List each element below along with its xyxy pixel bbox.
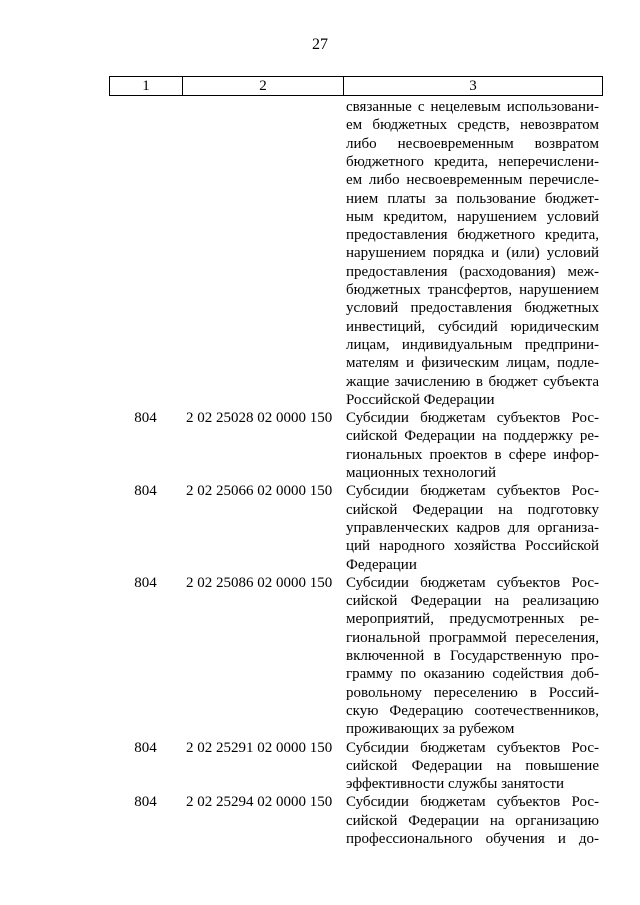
table-header <box>109 76 603 96</box>
admin-code: 804 <box>134 483 157 500</box>
header-cell-3: 3 <box>469 78 477 94</box>
description-line: Федерации <box>346 556 417 573</box>
description-line: ем либо несвоевременным перечисле- <box>346 172 599 189</box>
admin-code: 804 <box>134 574 157 591</box>
description-line: Субсидии бюджетам субъектов Рос- <box>346 574 599 591</box>
admin-code: 804 <box>134 410 157 427</box>
income-code: 2 02 25291 02 0000 150 <box>186 739 333 756</box>
header-cell-2: 2 <box>183 77 344 95</box>
description-line: гиональных проектов в сфере инфор- <box>346 446 599 463</box>
admin-code: 804 <box>134 794 157 811</box>
description-line: эффективности службы занятости <box>346 776 565 793</box>
income-code: 2 02 25086 02 0000 150 <box>186 574 333 591</box>
description-line: мационных технологий <box>346 465 497 481</box>
income-code: 2 02 25294 02 0000 150 <box>186 794 333 811</box>
admin-code: 804 <box>134 739 157 756</box>
description-line: Субсидии бюджетам субъектов Рос- <box>346 410 599 427</box>
description-line: предоставления бюджетного кредита, <box>346 227 599 244</box>
description-line: сийской Федерации на реализацию <box>346 593 599 610</box>
description-line: скую Федерацию соотечественников, <box>346 702 599 719</box>
description-line: сийской Федерации на повышение <box>346 757 599 774</box>
description-line: Российской Федерации <box>346 391 495 408</box>
income-code: 2 02 25028 02 0000 150 <box>186 410 333 427</box>
header-cell-1: 1 <box>110 77 183 95</box>
description-line: ровольному переселению в Россий- <box>346 684 599 701</box>
description-line: ем бюджетных средств, невозвратом <box>346 117 599 134</box>
description-line: грамму по оказанию содействия доб- <box>346 666 599 683</box>
description-line: либо несвоевременным возвратом <box>346 135 599 152</box>
description-line: сийской Федерации на поддержку ре- <box>346 428 599 445</box>
description-line: гиональной программой переселения, <box>346 629 599 646</box>
description-line: ций народного хозяйства Российской <box>346 538 599 555</box>
description-line: профессионального обучения и до- <box>346 831 599 847</box>
description-line: сийской Федерации на подготовку <box>346 501 599 518</box>
description-line: Субсидии бюджетам субъектов Рос- <box>346 483 599 500</box>
description-line: Субсидии бюджетам субъектов Рос- <box>346 739 599 756</box>
description-line: проживающих за рубежом <box>346 721 515 738</box>
description-line: ным кредитом, нарушением условий <box>346 208 599 225</box>
description-line: управленческих кадров для организа- <box>346 519 599 536</box>
description-line: связанные с нецелевым использовани- <box>346 99 599 115</box>
description-line: нарушением порядка и (или) условий <box>346 245 599 262</box>
description-line: условий предоставления бюджетных <box>346 300 599 317</box>
description-line: мателям и физическим лицам, подле- <box>346 355 599 372</box>
description-line: жащие зачислению в бюджет субъекта <box>346 373 599 390</box>
description-line: сийской Федерации на организацию <box>346 812 599 829</box>
description-line: мероприятий, предусмотренных ре- <box>346 611 599 628</box>
description-line: лицам, индивидуальным предприни- <box>346 336 599 353</box>
description-line: нием платы за пользование бюджет- <box>346 190 599 207</box>
description-line: бюджетного кредита, неперечислени- <box>346 153 599 170</box>
description-line: инвестиций, субсидий юридическим <box>346 318 599 335</box>
income-code: 2 02 25066 02 0000 150 <box>186 483 333 500</box>
description-line: Субсидии бюджетам субъектов Рос- <box>346 794 599 811</box>
description-line: включенной в Государственную про- <box>346 648 599 664</box>
description-line: предоставления (расходования) меж- <box>346 263 599 280</box>
description-line: бюджетных трансфертов, нарушением <box>346 282 599 298</box>
page-number: 27 <box>312 36 328 53</box>
